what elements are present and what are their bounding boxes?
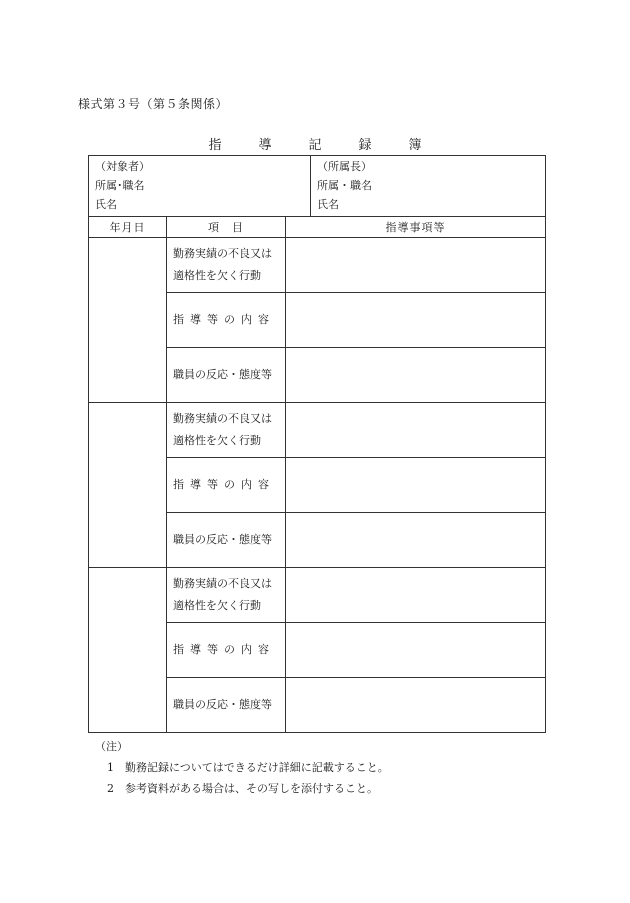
form-number: 様式第３号（第５条関係）: [78, 97, 229, 111]
record-date-cell[interactable]: [89, 238, 167, 403]
item-staff-reaction: 職員の反応・態度等: [167, 513, 286, 568]
item-guidance-content: 指導等の内容: [167, 458, 286, 513]
item-poor-line1: 勤務実績の不良又は: [173, 412, 272, 425]
record-row: [89, 403, 546, 458]
record-date-cell[interactable]: [89, 403, 167, 568]
supervisor-affiliation-label: 所属・職名: [317, 179, 373, 192]
subject-heading: （対象者）: [95, 160, 150, 173]
supervisor-info-cell[interactable]: [311, 156, 546, 217]
column-header-item: 項 目: [167, 217, 286, 238]
subject-name-label: 氏名: [95, 198, 117, 211]
record-detail-cell[interactable]: [286, 623, 546, 678]
item-poor-line2: 適格性を欠く行動: [173, 599, 261, 612]
column-header-date: 年月日: [89, 217, 167, 238]
note-text: 参考資料がある場合は、その写しを添付すること。: [125, 782, 378, 795]
item-staff-reaction: 職員の反応・態度等: [167, 678, 286, 733]
column-header-row: [89, 217, 546, 238]
note-text: 勤務記録についてはできるだけ詳細に記載すること。: [125, 761, 389, 774]
notes-heading: （注）: [95, 740, 128, 753]
item-poor-performance: [167, 568, 286, 623]
guidance-record-table: [88, 155, 546, 733]
header-info-row: [89, 156, 546, 217]
record-detail-cell[interactable]: [286, 568, 546, 623]
record-detail-cell[interactable]: [286, 678, 546, 733]
item-guidance-content: 指導等の内容: [167, 623, 286, 678]
record-detail-cell[interactable]: [286, 293, 546, 348]
supervisor-name-label: 氏名: [317, 198, 340, 211]
document-title: 指 導 記 録 簿: [208, 138, 434, 153]
record-detail-cell[interactable]: [286, 513, 546, 568]
item-poor-line2: 適格性を欠く行動: [173, 434, 261, 447]
item-staff-reaction: 職員の反応・態度等: [167, 348, 286, 403]
note-number: 2: [107, 782, 114, 795]
record-detail-cell[interactable]: [286, 458, 546, 513]
record-date-cell[interactable]: [89, 568, 167, 733]
note-number: 1: [107, 761, 114, 774]
item-poor-line1: 勤務実績の不良又は: [173, 247, 272, 260]
record-detail-cell[interactable]: [286, 348, 546, 403]
item-poor-line1: 勤務実績の不良又は: [173, 577, 272, 590]
record-detail-cell[interactable]: [286, 403, 546, 458]
supervisor-heading: （所属長）: [317, 160, 373, 173]
note-item: [95, 757, 389, 778]
item-poor-performance: [167, 403, 286, 458]
notes-section: [95, 736, 389, 799]
record-detail-cell[interactable]: [286, 238, 546, 293]
item-poor-performance: [167, 238, 286, 293]
column-header-details: 指導事項等: [286, 217, 546, 238]
item-poor-line2: 適格性を欠く行動: [173, 269, 261, 282]
item-guidance-content: 指導等の内容: [167, 293, 286, 348]
subject-info-cell[interactable]: [89, 156, 311, 217]
note-item: [95, 778, 389, 799]
subject-affiliation-label: 所属･職名: [95, 179, 145, 192]
record-row: [89, 238, 546, 293]
record-row: [89, 568, 546, 623]
